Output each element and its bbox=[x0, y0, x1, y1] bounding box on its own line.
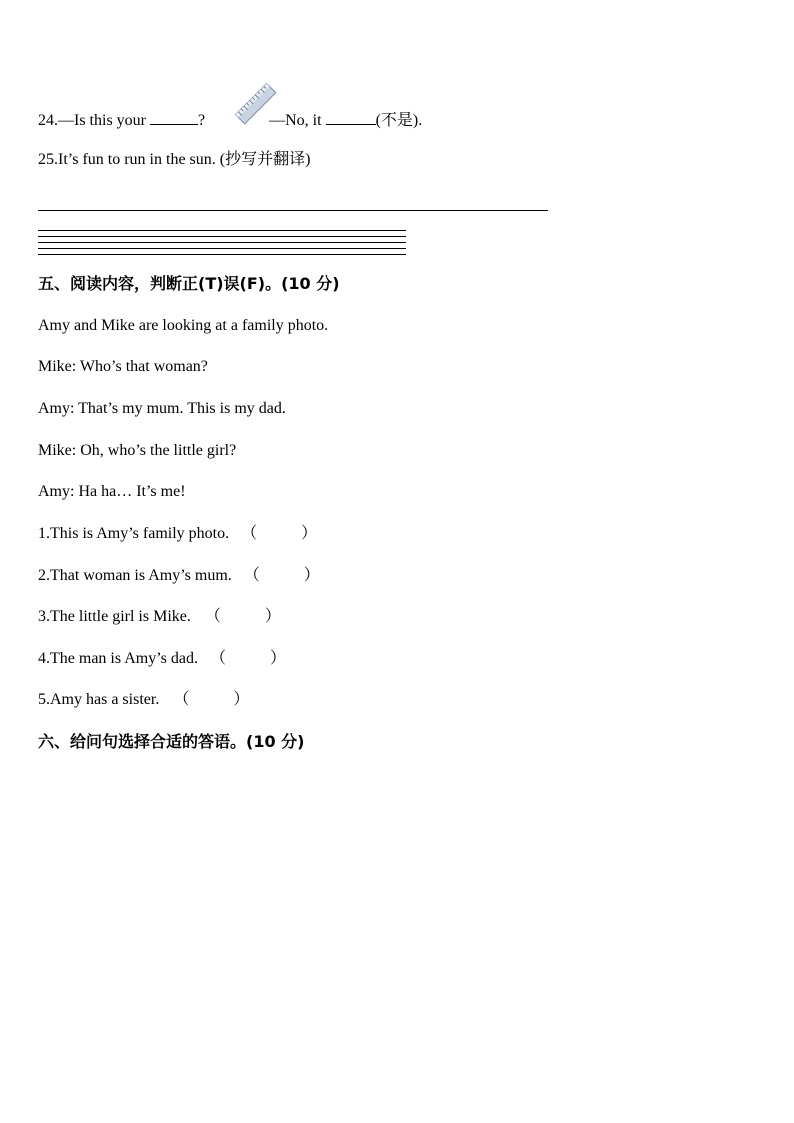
writing-line bbox=[38, 236, 406, 237]
question-25-text: 25.It’s fun to run in the sun. (抄写并翻译) bbox=[38, 151, 311, 168]
answer-paren[interactable]: （ ） bbox=[241, 525, 318, 542]
section-6-title: 六、给问句选择合适的答语。(10 分) bbox=[38, 732, 305, 751]
statement-3 bbox=[38, 607, 281, 627]
passage-line: Mike: Oh, who’s the little girl? bbox=[38, 442, 237, 459]
ruler-icon bbox=[232, 80, 280, 128]
answer-paren[interactable]: （ ） bbox=[173, 691, 250, 708]
answer-line[interactable] bbox=[38, 210, 548, 211]
passage-line: Amy: Ha ha… It’s me! bbox=[38, 483, 186, 500]
statement-4 bbox=[38, 649, 286, 669]
answer-paren[interactable]: （ ） bbox=[209, 650, 287, 667]
answer-blank-1[interactable] bbox=[150, 110, 198, 125]
statement-1 bbox=[38, 524, 317, 544]
statement-text: 5.Amy has a sister. bbox=[38, 691, 160, 708]
question-24-part4: (不是). bbox=[375, 112, 423, 129]
question-25 bbox=[38, 150, 310, 170]
writing-line bbox=[38, 230, 406, 231]
section-5-title: 五、阅读内容，判断正(T)误(F)。(10 分) bbox=[38, 274, 340, 293]
writing-line bbox=[38, 248, 406, 249]
question-24-part1: —Is this your bbox=[58, 112, 150, 129]
question-24 bbox=[38, 110, 422, 131]
passage-line: Amy and Mike are looking at a family photo. bbox=[38, 317, 329, 334]
passage-line: Amy: That’s my mum. This is my dad. bbox=[38, 400, 286, 417]
answer-paren[interactable]: （ ） bbox=[204, 608, 281, 625]
question-24-part3: —No, it bbox=[269, 112, 326, 129]
statement-2 bbox=[38, 566, 320, 586]
writing-line bbox=[38, 254, 406, 255]
statement-5 bbox=[38, 690, 249, 710]
statement-text: 3.The little girl is Mike. bbox=[38, 608, 191, 625]
writing-line bbox=[38, 242, 406, 243]
answer-paren[interactable]: （ ） bbox=[243, 567, 320, 584]
statement-text: 2.That woman is Amy’s mum. bbox=[38, 567, 232, 584]
passage-line: Mike: Who’s that woman? bbox=[38, 358, 208, 375]
answer-blank-2[interactable] bbox=[326, 110, 376, 125]
statement-text: 4.The man is Amy’s dad. bbox=[38, 650, 198, 667]
question-24-number: 24. bbox=[38, 112, 58, 129]
statement-text: 1.This is Amy’s family photo. bbox=[38, 525, 230, 542]
question-24-part2: ? bbox=[198, 112, 206, 129]
